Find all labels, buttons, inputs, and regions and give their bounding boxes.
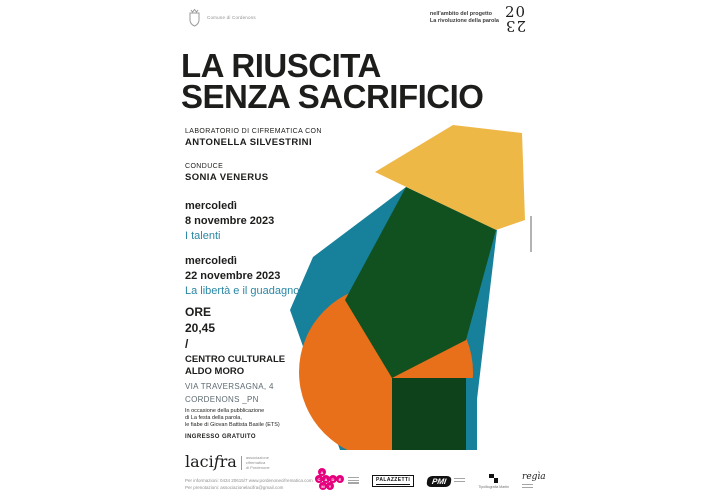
lacifra-desc-1: associazione [245,455,269,460]
martin-label: Tipolitografia Martin [478,484,510,489]
pmi-caption-lines [454,478,465,484]
year-bottom-flipped: 23 [505,17,527,35]
venue-line1: CENTRO CULTURALE [185,354,286,365]
pmi-wordmark: PMI [426,476,452,487]
occasion-line1: In occasione della pubblicazione [185,408,265,414]
conductor-block [185,163,269,183]
academy-circles [315,468,345,494]
session-1 [185,199,274,244]
academy-caption-lines [348,477,359,485]
palazzetti-wordmark: PALAZZETTI [376,477,411,483]
municipality-block [188,7,256,27]
contact-info: Per informazioni: 0434 20615/7 www.pordenonecifrematica.com [185,478,313,483]
session-1-date: 8 novembre 2023 [185,215,275,227]
laboratory-block [185,128,322,148]
academy-letter: D [329,475,337,483]
session-2-topic: La libertà e il guadagno [185,285,300,297]
project-caption [430,11,499,25]
martin-checker-icon [489,474,498,483]
contact-block [185,477,313,491]
event-time: 20,45 [185,321,216,335]
poster [175,0,545,500]
academy-letter: Y [326,482,334,490]
session-1-day: mercoledì [185,200,237,212]
project-line1: nell'ambito del progetto [429,11,493,17]
academy-letter: A [322,475,330,483]
address-street: VIA TRAVERSAGNA, 4 [185,382,274,391]
title-line1: LA RIUSCITA [181,47,381,84]
occasion-line2: di La festa della parola, [185,415,242,421]
project-line2: La rivoluzione della parola [429,18,499,24]
pmi-logo [427,476,465,487]
conduce-label: CONDUCE [185,163,224,170]
speaker-name: ANTONELLA SILVESTRINI [185,137,312,148]
regia-caption-lines [522,484,546,488]
academy-logo [315,468,359,494]
green-square-shape [392,378,466,450]
academy-letter: A [318,468,326,476]
academy-letter: C [315,475,323,483]
laboratory-intro: LABORATORIO DI CIFREMATICA CON [185,128,322,135]
session-2 [185,254,299,299]
venue-line2: ALDO MORO [185,366,245,377]
regia-wordmark: regìa [522,471,546,482]
session-1-topic: I talenti [185,230,221,242]
year-top: 20 [505,3,527,21]
sponsor-logos-row [315,466,546,496]
regia-logo [522,473,546,490]
address-city: CORDENONS _PN [185,395,259,404]
year-mark [505,3,527,35]
admission-note: INGRESSO GRATUITO [185,434,256,440]
teal-strip-shape [466,378,477,450]
municipality-label: Comune di Cordenons [207,14,256,20]
lacifra-logo [185,454,270,470]
time-venue-block [185,304,285,378]
session-2-day: mercoledì [185,255,237,267]
lacifra-divider [241,456,242,470]
lacifra-description [246,454,270,470]
conductor-name: SONIA VENERUS [185,172,269,183]
occasion-note [185,408,280,429]
comune-crest-icon [188,7,201,27]
address-block [185,380,274,406]
separator-slash: / [185,337,189,351]
ore-label: ORE [185,305,212,319]
lacifra-desc-3: di Pordenone [245,464,270,470]
academy-letter: M [319,482,327,490]
lacifra-pre: laci [185,452,214,471]
title-line2: SENZA SACRIFICIO [181,78,484,115]
lacifra-italic-f: f [213,452,220,471]
poster-title [181,47,484,115]
session-2-date: 22 novembre 2023 [185,270,281,282]
lacifra-desc-2: cifrematica [245,459,266,465]
vertical-credit-text [530,216,532,252]
palazzetti-underline [376,484,410,485]
martin-logo [478,474,509,489]
lacifra-wordmark [185,454,237,470]
venue-name [185,354,285,378]
academy-letter: E [336,475,344,483]
palazzetti-logo [372,475,414,487]
contact-booking: Per prenotazioni: associazionelacifra@gmail.com [185,485,284,490]
occasion-line3: le fiabe di Giovan Battista Basile (ETS) [185,422,280,428]
lacifra-post: ra [219,452,237,471]
